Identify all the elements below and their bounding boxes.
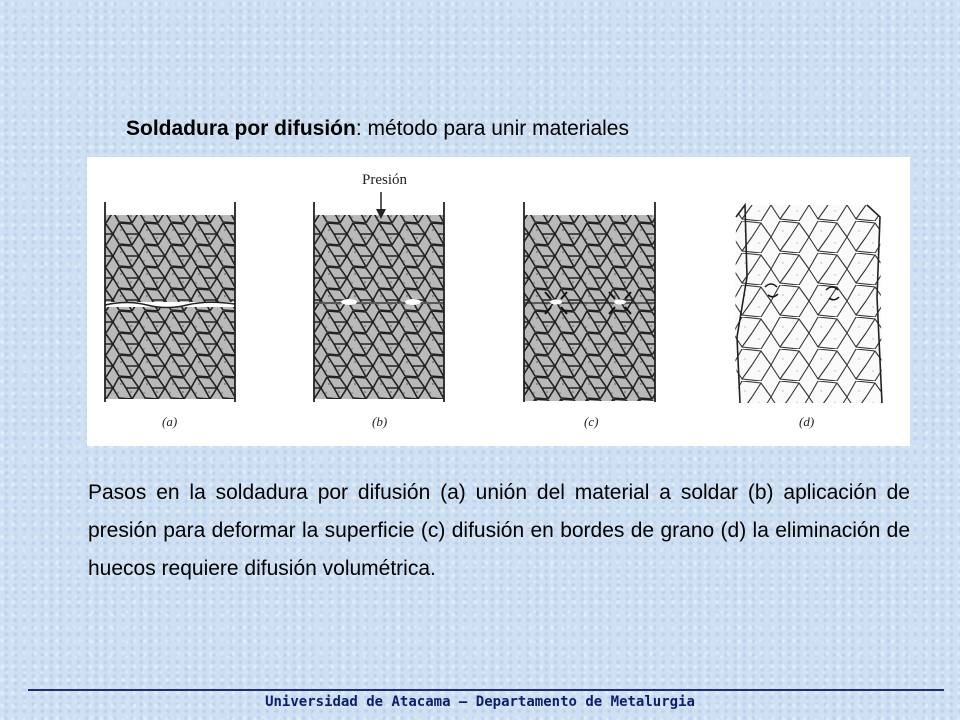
figure-caption: Pasos en la soldadura por difusión (a) unión del material a soldar (b) aplicación de presión para deformar la superficie (c) difusión en bordes de grano (d) la eliminación de huecos requiere difusión volumétrica. xyxy=(88,481,910,580)
title-rest: : método para unir materiales xyxy=(355,117,629,140)
panel-b-schematic xyxy=(314,192,444,402)
pressure-label: Presión xyxy=(362,172,407,188)
panel-label-b: (b) xyxy=(372,414,388,429)
panel-label-a: (a) xyxy=(162,414,178,429)
panel-d-schematic xyxy=(735,205,882,403)
panel-label-d: (d) xyxy=(799,414,815,429)
slide-title xyxy=(126,117,629,141)
panel-label-c: (c) xyxy=(584,414,599,429)
title-bold: Soldadura por difusión xyxy=(126,117,356,140)
diffusion-welding-figure xyxy=(87,157,910,446)
footer-divider xyxy=(28,689,944,691)
panel-c-schematic xyxy=(524,202,655,402)
footer-text: Universidad de Atacama – Departamento de Metalurgia xyxy=(265,694,695,710)
panel-a-schematic xyxy=(105,202,235,402)
